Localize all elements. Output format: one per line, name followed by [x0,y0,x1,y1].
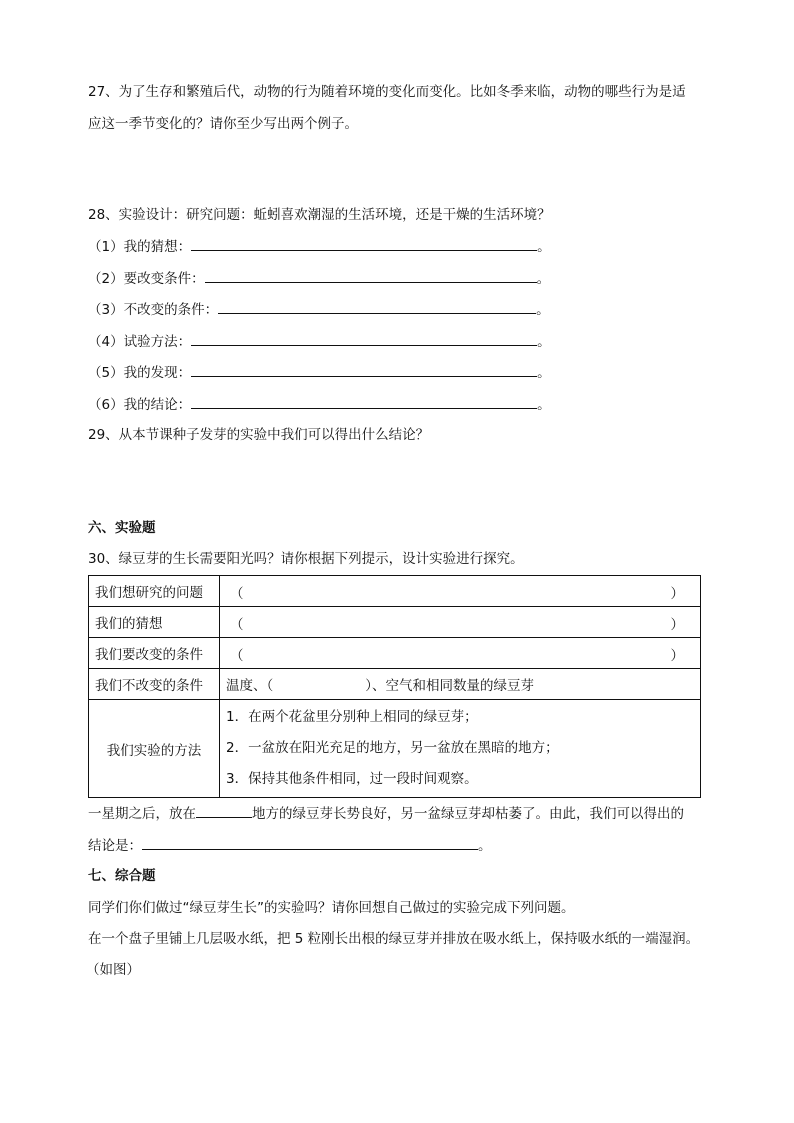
q30-after-line2: 结论是： 。 [88,835,492,856]
row-label-changed-condition: 我们要改变的条件 [89,638,220,669]
method-step-3: 3．保持其他条件相同，过一段时间观察。 [226,771,478,787]
row-label-method: 我们实验的方法 [89,700,220,798]
answer-cell-guess[interactable]: （ ） [220,607,701,638]
answer-cell-unchanged-condition[interactable]: 温度、（ ）、空气和相同数量的绿豆芽 [220,669,701,700]
experiment-table [88,575,701,798]
q28-item-1: （1）我的猜想： 。 [88,236,551,257]
q30-after-line1: 一星期之后，放在 地方的绿豆芽长势良好，另一盆绿豆芽却枯萎了。由此，我们可以得出的 [88,803,684,824]
method-step-1: 1．在两个花盆里分别种上相同的绿豆芽； [226,709,478,725]
table-row [89,700,701,798]
answer-blank[interactable] [205,268,537,283]
section7-heading: 七、综合题 [88,868,156,884]
table-row [89,638,701,669]
section7-line1: 同学们你们做过“绿豆芽生长”的实验吗？请你回想自己做过的实验完成下列问题。 [88,900,575,916]
q28-item-5: （5）我的发现： 。 [88,362,551,383]
table-row [89,576,701,607]
row-label-guess: 我们的猜想 [89,607,220,638]
q28-item-3: （3）不改变的条件： 。 [88,299,550,320]
q28-item-4: （4）试验方法： 。 [88,331,551,352]
answer-cell-changed-condition[interactable]: （ ） [220,638,701,669]
q29-text: 29、从本节课种子发芽的实验中我们可以得出什么结论？ [88,427,430,443]
method-step-2: 2．一盆放在阳光充足的地方，另一盆放在黑暗的地方； [226,740,559,756]
q30-intro: 30、绿豆芽的生长需要阳光吗？请你根据下列提示，设计实验进行探究。 [88,551,524,567]
section7-line2: 在一个盘子里铺上几层吸水纸，把 5 粒刚长出根的绿豆芽并排放在吸水纸上，保持吸水纸的一端湿润。 [88,931,700,947]
q28-item-6: （6）我的结论： 。 [88,394,551,415]
method-cell [220,700,701,798]
section7-line3: （如图） [86,962,140,978]
q28-title: 28、实验设计：研究问题：蚯蚓喜欢潮湿的生活环境，还是干燥的生活环境？ [88,207,551,223]
q28-item-2: （2）要改变条件： 。 [88,268,550,289]
table-row [89,607,701,638]
answer-blank[interactable] [218,299,536,314]
table-row [89,669,701,700]
row-label-unchanged-condition: 我们不改变的条件 [89,669,220,700]
answer-blank[interactable] [191,236,537,251]
row-label-question: 我们想研究的问题 [89,576,220,607]
q27-line1: 27、为了生存和繁殖后代，动物的行为随着环境的变化而变化。比如冬季来临，动物的哪些行为是适 [88,84,686,100]
answer-blank[interactable] [191,362,537,377]
q27-line2: 应这一季节变化的？请你至少写出两个例子。 [88,116,358,132]
answer-blank[interactable] [191,331,537,346]
answer-blank[interactable] [196,803,252,818]
answer-cell-question[interactable]: （ ） [220,576,701,607]
answer-blank[interactable] [191,394,537,409]
section6-heading: 六、实验题 [88,520,156,536]
answer-blank[interactable] [142,835,478,850]
